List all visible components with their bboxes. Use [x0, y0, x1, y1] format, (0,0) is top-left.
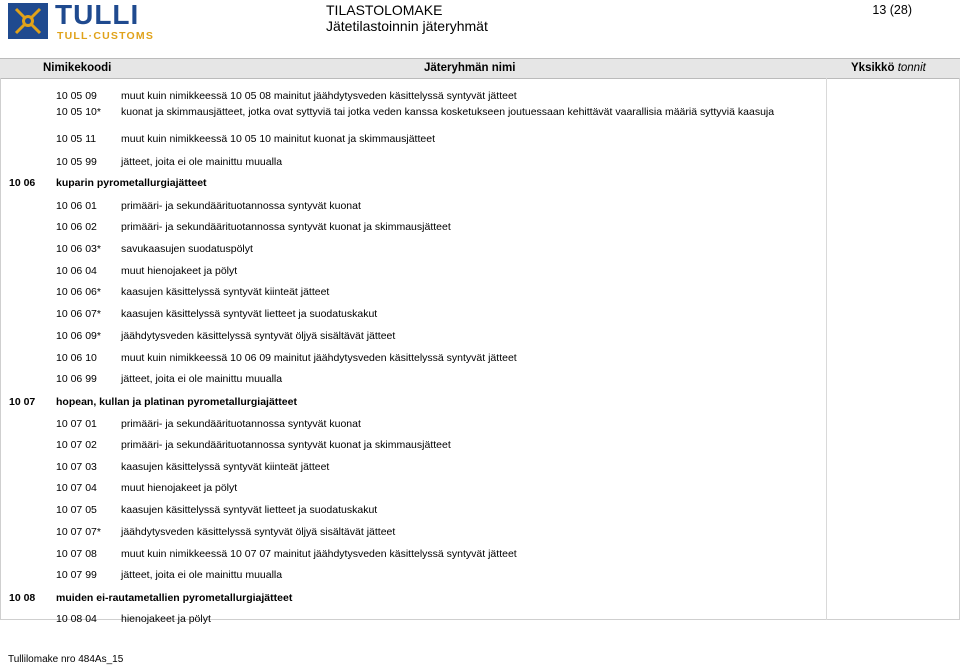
waste-description: hopean, kullan ja platinan pyrometallurgiajätteet — [56, 396, 297, 408]
waste-code: 10 06 07* — [56, 308, 101, 320]
unit-column-divider — [826, 78, 827, 620]
tulli-logo — [8, 0, 193, 42]
logo-text: TULLI — [55, 0, 140, 30]
waste-code: 10 06 02 — [56, 221, 97, 233]
waste-description: jätteet, joita ei ole mainittu muualla — [121, 373, 283, 385]
waste-description: kuonat ja skimmausjätteet, jotka ovat syttyviä tai jotka veden kanssa kosketukseen joutuessaan kehittävät vaarallisia määriä syttyviä kaasuja — [121, 106, 775, 118]
waste-description: primääri- ja sekundäärituotannossa syntyvät kuonat ja skimmausjätteet — [121, 439, 451, 451]
waste-code: 10 07 02 — [56, 439, 97, 451]
waste-code: 10 05 09 — [56, 90, 97, 102]
waste-code: 10 06 — [9, 177, 36, 189]
waste-description: kaasujen käsittelyssä syntyvät lietteet ja suodatuskakut — [121, 504, 378, 516]
waste-description: kaasujen käsittelyssä syntyvät kiinteät jätteet — [121, 286, 330, 298]
waste-description: jäähdytysveden käsittelyssä syntyvät öljyä sisältävät jätteet — [121, 526, 396, 538]
page-number: 13 (28) — [872, 3, 912, 17]
waste-description: hienojakeet ja pölyt — [121, 613, 211, 625]
waste-description: muut kuin nimikkeessä 10 05 10 mainitut kuonat ja skimmausjätteet — [121, 133, 435, 145]
tulli-emblem-icon — [8, 3, 48, 39]
waste-code: 10 08 04 — [56, 613, 97, 625]
column-header-unit — [851, 62, 926, 74]
column-header-row — [0, 58, 960, 79]
waste-code: 10 08 — [9, 592, 36, 604]
waste-code: 10 06 10 — [56, 352, 97, 364]
waste-description: muut kuin nimikkeessä 10 05 08 mainitut jäähdytysveden käsittelyssä syntyvät jätteet — [121, 90, 517, 102]
waste-description: muut kuin nimikkeessä 10 06 09 mainitut jäähdytysveden käsittelyssä syntyvät jätteet — [121, 352, 517, 364]
waste-code: 10 07 08 — [56, 548, 97, 560]
waste-code: 10 05 11 — [56, 133, 97, 145]
waste-description: kaasujen käsittelyssä syntyvät lietteet ja suodatuskakut — [121, 308, 378, 320]
waste-code: 10 06 09* — [56, 330, 101, 342]
logo-subtext: TULL·CUSTOMS — [57, 30, 155, 42]
waste-description: primääri- ja sekundäärituotannossa syntyvät kuonat ja skimmausjätteet — [121, 221, 451, 233]
waste-description: muut hienojakeet ja pölyt — [121, 265, 238, 277]
waste-code: 10 06 06* — [56, 286, 101, 298]
waste-code: 10 06 01 — [56, 200, 97, 212]
waste-description: muiden ei-rautametallien pyrometallurgiajätteet — [56, 592, 293, 604]
waste-code: 10 07 03 — [56, 461, 97, 473]
waste-description: primääri- ja sekundäärituotannossa syntyvät kuonat — [121, 418, 361, 430]
waste-description: jäähdytysveden käsittelyssä syntyvät öljyä sisältävät jätteet — [121, 330, 396, 342]
form-title: TILASTOLOMAKE — [326, 2, 443, 18]
form-number: Tullilomake nro 484As_15 — [8, 654, 124, 665]
waste-code: 10 07 04 — [56, 482, 97, 494]
unit-label: Yksikkö — [851, 62, 895, 74]
waste-description: jätteet, joita ei ole mainittu muualla — [121, 156, 283, 168]
waste-description: savukaasujen suodatuspölyt — [121, 243, 253, 255]
page-header — [0, 0, 960, 44]
waste-code: 10 05 99 — [56, 156, 97, 168]
waste-code: 10 06 04 — [56, 265, 97, 277]
column-header-code: Nimikekoodi — [43, 62, 112, 74]
waste-description: jätteet, joita ei ole mainittu muualla — [121, 569, 283, 581]
waste-code: 10 06 03* — [56, 243, 101, 255]
waste-code: 10 07 05 — [56, 504, 97, 516]
waste-code: 10 05 10* — [56, 106, 101, 118]
waste-description: primääri- ja sekundäärituotannossa syntyvät kuonat — [121, 200, 361, 212]
waste-description: muut kuin nimikkeessä 10 07 07 mainitut jäähdytysveden käsittelyssä syntyvät jätteet — [121, 548, 517, 560]
waste-code: 10 07 07* — [56, 526, 101, 538]
waste-description: kaasujen käsittelyssä syntyvät kiinteät jätteet — [121, 461, 330, 473]
column-header-name: Jäteryhmän nimi — [424, 62, 516, 74]
waste-code: 10 07 — [9, 396, 36, 408]
waste-code: 10 07 01 — [56, 418, 97, 430]
waste-code: 10 07 99 — [56, 569, 97, 581]
waste-code: 10 06 99 — [56, 373, 97, 385]
unit-suffix: tonnit — [897, 62, 926, 74]
form-subtitle: Jätetilastoinnin jäteryhmät — [326, 18, 488, 34]
waste-description: kuparin pyrometallurgiajätteet — [56, 177, 207, 189]
waste-description: muut hienojakeet ja pölyt — [121, 482, 238, 494]
